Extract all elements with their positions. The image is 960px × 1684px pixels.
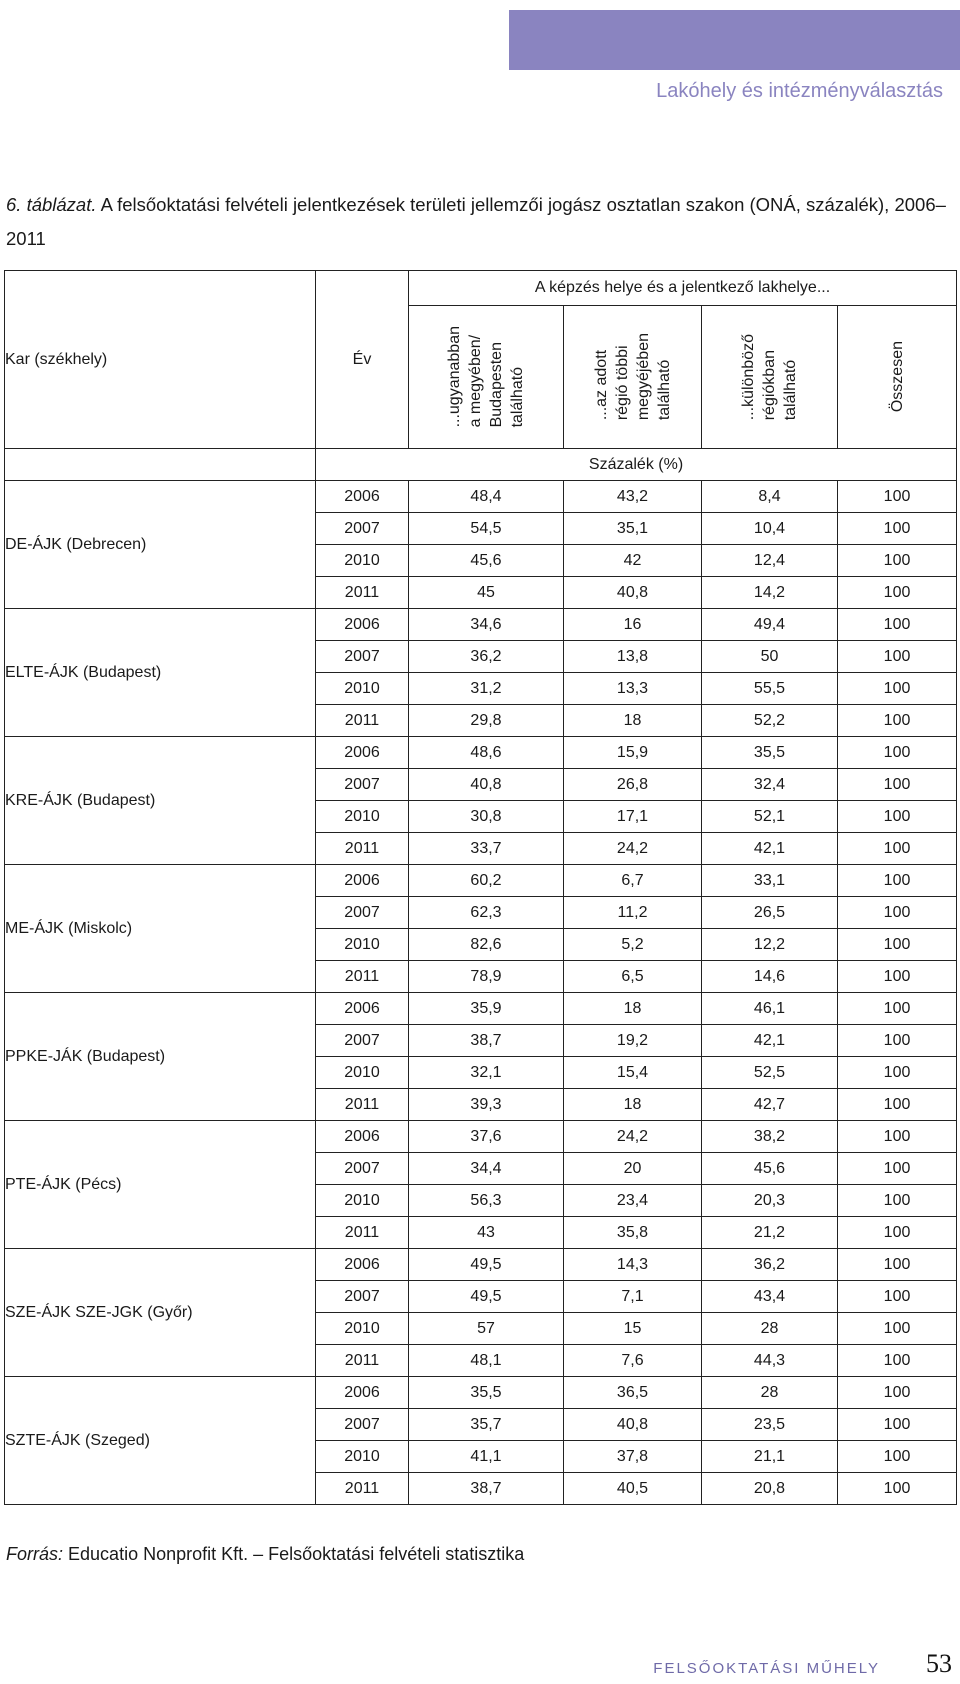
year-cell: 2011 <box>316 705 409 737</box>
faculty-cell: PTE-ÁJK (Pécs) <box>5 1121 316 1249</box>
different-region-cell: 12,2 <box>702 929 838 961</box>
table-row <box>5 609 957 641</box>
year-cell: 2007 <box>316 897 409 929</box>
different-region-cell: 50 <box>702 641 838 673</box>
same-county-cell: 40,8 <box>409 769 564 801</box>
total-cell: 100 <box>838 641 957 673</box>
faculty-cell: ELTE-ÁJK (Budapest) <box>5 609 316 737</box>
different-region-cell: 21,2 <box>702 1217 838 1249</box>
source-note <box>6 1544 524 1565</box>
table-caption <box>6 188 951 256</box>
page-number: 53 <box>926 1649 952 1678</box>
same-region-cell: 13,3 <box>564 673 702 705</box>
same-county-cell: 82,6 <box>409 929 564 961</box>
same-region-cell: 37,8 <box>564 1441 702 1473</box>
same-county-cell: 38,7 <box>409 1473 564 1505</box>
faculty-cell: SZE-ÁJK SZE-JGK (Győr) <box>5 1249 316 1377</box>
year-cell: 2007 <box>316 1281 409 1313</box>
total-cell: 100 <box>838 1377 957 1409</box>
col-header-year: Év <box>316 271 409 449</box>
different-region-cell: 38,2 <box>702 1121 838 1153</box>
total-cell: 100 <box>838 1313 957 1345</box>
total-cell: 100 <box>838 673 957 705</box>
different-region-cell: 20,8 <box>702 1473 838 1505</box>
total-cell: 100 <box>838 705 957 737</box>
same-region-cell: 15 <box>564 1313 702 1345</box>
year-cell: 2006 <box>316 481 409 513</box>
different-region-cell: 42,7 <box>702 1089 838 1121</box>
different-region-cell: 46,1 <box>702 993 838 1025</box>
total-cell: 100 <box>838 801 957 833</box>
total-cell: 100 <box>838 737 957 769</box>
different-region-cell: 55,5 <box>702 673 838 705</box>
total-cell: 100 <box>838 1473 957 1505</box>
caption-text: A felsőoktatási felvételi jelentkezések területi jellemzői jogász osztatlan szakon (ONÁ, százalék), 2006–2011 <box>6 194 946 249</box>
same-county-cell: 78,9 <box>409 961 564 993</box>
year-cell: 2011 <box>316 1473 409 1505</box>
different-region-cell: 20,3 <box>702 1185 838 1217</box>
year-cell: 2011 <box>316 1217 409 1249</box>
different-region-cell: 35,5 <box>702 737 838 769</box>
different-region-cell: 14,6 <box>702 961 838 993</box>
year-cell: 2006 <box>316 1377 409 1409</box>
total-cell: 100 <box>838 769 957 801</box>
total-cell: 100 <box>838 609 957 641</box>
same-region-cell: 7,1 <box>564 1281 702 1313</box>
total-cell: 100 <box>838 1249 957 1281</box>
total-cell: 100 <box>838 577 957 609</box>
same-region-cell: 15,4 <box>564 1057 702 1089</box>
group-header: A képzés helye és a jelentkező lakhelye... <box>409 271 957 306</box>
same-county-cell: 48,6 <box>409 737 564 769</box>
total-cell: 100 <box>838 961 957 993</box>
year-cell: 2010 <box>316 673 409 705</box>
year-cell: 2006 <box>316 737 409 769</box>
total-cell: 100 <box>838 1409 957 1441</box>
section-title: Lakóhely és intézményválasztás <box>656 80 943 102</box>
table-row <box>5 1121 957 1153</box>
same-region-cell: 15,9 <box>564 737 702 769</box>
different-region-cell: 52,5 <box>702 1057 838 1089</box>
year-cell: 2006 <box>316 1121 409 1153</box>
different-region-cell: 14,2 <box>702 577 838 609</box>
different-region-cell: 28 <box>702 1377 838 1409</box>
unit-label: Százalék (%) <box>316 449 957 481</box>
same-region-cell: 6,5 <box>564 961 702 993</box>
same-county-cell: 37,6 <box>409 1121 564 1153</box>
total-cell: 100 <box>838 1217 957 1249</box>
different-region-cell: 52,2 <box>702 705 838 737</box>
year-cell: 2011 <box>316 1089 409 1121</box>
same-county-cell: 34,6 <box>409 609 564 641</box>
same-county-cell: 32,1 <box>409 1057 564 1089</box>
faculty-cell: PPKE-JÁK (Budapest) <box>5 993 316 1121</box>
same-county-cell: 56,3 <box>409 1185 564 1217</box>
same-county-cell: 39,3 <box>409 1089 564 1121</box>
same-county-cell: 36,2 <box>409 641 564 673</box>
same-region-cell: 35,1 <box>564 513 702 545</box>
same-region-cell: 5,2 <box>564 929 702 961</box>
total-cell: 100 <box>838 1057 957 1089</box>
same-region-cell: 13,8 <box>564 641 702 673</box>
same-county-cell: 48,1 <box>409 1345 564 1377</box>
year-cell: 2007 <box>316 1025 409 1057</box>
same-region-cell: 26,8 <box>564 769 702 801</box>
total-cell: 100 <box>838 545 957 577</box>
total-cell: 100 <box>838 1121 957 1153</box>
same-region-cell: 14,3 <box>564 1249 702 1281</box>
col-header-total: Összesen <box>838 306 957 449</box>
table-row <box>5 1249 957 1281</box>
same-region-cell: 43,2 <box>564 481 702 513</box>
same-county-cell: 31,2 <box>409 673 564 705</box>
total-cell: 100 <box>838 1025 957 1057</box>
different-region-cell: 49,4 <box>702 609 838 641</box>
col-header-same-region: ...az adott régió többi megyéjében található <box>564 306 702 449</box>
same-region-cell: 6,7 <box>564 865 702 897</box>
same-county-cell: 49,5 <box>409 1249 564 1281</box>
same-region-cell: 20 <box>564 1153 702 1185</box>
same-region-cell: 18 <box>564 705 702 737</box>
table-row <box>5 865 957 897</box>
year-cell: 2011 <box>316 961 409 993</box>
faculty-cell: DE-ÁJK (Debrecen) <box>5 481 316 609</box>
different-region-cell: 43,4 <box>702 1281 838 1313</box>
same-county-cell: 38,7 <box>409 1025 564 1057</box>
same-region-cell: 42 <box>564 545 702 577</box>
col-header-same-county: ...ugyanabban a megyében/ Budapesten található <box>409 306 564 449</box>
source-text: Educatio Nonprofit Kft. – Felsőoktatási felvételi statisztika <box>68 1544 525 1564</box>
same-region-cell: 23,4 <box>564 1185 702 1217</box>
different-region-cell: 42,1 <box>702 1025 838 1057</box>
same-region-cell: 18 <box>564 1089 702 1121</box>
total-cell: 100 <box>838 1185 957 1217</box>
year-cell: 2011 <box>316 577 409 609</box>
different-region-cell: 42,1 <box>702 833 838 865</box>
journal-name: FELSŐOKTATÁSI MŰHELY <box>653 1660 880 1677</box>
year-cell: 2007 <box>316 513 409 545</box>
year-cell: 2006 <box>316 609 409 641</box>
year-cell: 2007 <box>316 1153 409 1185</box>
same-county-cell: 30,8 <box>409 801 564 833</box>
different-region-cell: 45,6 <box>702 1153 838 1185</box>
total-cell: 100 <box>838 865 957 897</box>
same-county-cell: 29,8 <box>409 705 564 737</box>
year-cell: 2010 <box>316 545 409 577</box>
same-region-cell: 16 <box>564 609 702 641</box>
same-county-cell: 45,6 <box>409 545 564 577</box>
different-region-cell: 28 <box>702 1313 838 1345</box>
year-cell: 2010 <box>316 801 409 833</box>
same-county-cell: 62,3 <box>409 897 564 929</box>
different-region-cell: 52,1 <box>702 801 838 833</box>
same-county-cell: 43 <box>409 1217 564 1249</box>
source-label: Forrás: <box>6 1544 64 1564</box>
same-region-cell: 18 <box>564 993 702 1025</box>
same-county-cell: 57 <box>409 1313 564 1345</box>
year-cell: 2007 <box>316 641 409 673</box>
header-color-bar <box>509 10 960 70</box>
same-county-cell: 35,7 <box>409 1409 564 1441</box>
same-county-cell: 33,7 <box>409 833 564 865</box>
table-row <box>5 1377 957 1409</box>
col-header-different-region: ...különböző régiókban található <box>702 306 838 449</box>
total-cell: 100 <box>838 1153 957 1185</box>
data-table <box>4 270 957 1505</box>
same-region-cell: 36,5 <box>564 1377 702 1409</box>
year-cell: 2006 <box>316 993 409 1025</box>
same-county-cell: 60,2 <box>409 865 564 897</box>
same-region-cell: 40,8 <box>564 1409 702 1441</box>
same-region-cell: 19,2 <box>564 1025 702 1057</box>
total-cell: 100 <box>838 929 957 961</box>
same-county-cell: 35,9 <box>409 993 564 1025</box>
faculty-cell: ME-ÁJK (Miskolc) <box>5 865 316 993</box>
same-region-cell: 7,6 <box>564 1345 702 1377</box>
same-region-cell: 35,8 <box>564 1217 702 1249</box>
year-cell: 2007 <box>316 769 409 801</box>
col-header-faculty: Kar (székhely) <box>5 271 316 449</box>
total-cell: 100 <box>838 993 957 1025</box>
same-county-cell: 41,1 <box>409 1441 564 1473</box>
same-county-cell: 35,5 <box>409 1377 564 1409</box>
different-region-cell: 36,2 <box>702 1249 838 1281</box>
same-county-cell: 45 <box>409 577 564 609</box>
total-cell: 100 <box>838 833 957 865</box>
same-region-cell: 24,2 <box>564 1121 702 1153</box>
total-cell: 100 <box>838 1345 957 1377</box>
year-cell: 2011 <box>316 833 409 865</box>
different-region-cell: 33,1 <box>702 865 838 897</box>
different-region-cell: 8,4 <box>702 481 838 513</box>
year-cell: 2010 <box>316 1313 409 1345</box>
same-county-cell: 54,5 <box>409 513 564 545</box>
total-cell: 100 <box>838 1089 957 1121</box>
same-region-cell: 40,8 <box>564 577 702 609</box>
total-cell: 100 <box>838 1441 957 1473</box>
year-cell: 2010 <box>316 1441 409 1473</box>
year-cell: 2006 <box>316 1249 409 1281</box>
different-region-cell: 32,4 <box>702 769 838 801</box>
different-region-cell: 10,4 <box>702 513 838 545</box>
faculty-cell: KRE-ÁJK (Budapest) <box>5 737 316 865</box>
same-county-cell: 48,4 <box>409 481 564 513</box>
same-region-cell: 24,2 <box>564 833 702 865</box>
different-region-cell: 23,5 <box>702 1409 838 1441</box>
same-region-cell: 11,2 <box>564 897 702 929</box>
same-county-cell: 34,4 <box>409 1153 564 1185</box>
different-region-cell: 26,5 <box>702 897 838 929</box>
year-cell: 2011 <box>316 1345 409 1377</box>
table-row <box>5 993 957 1025</box>
table-row <box>5 481 957 513</box>
total-cell: 100 <box>838 897 957 929</box>
different-region-cell: 12,4 <box>702 545 838 577</box>
different-region-cell: 44,3 <box>702 1345 838 1377</box>
total-cell: 100 <box>838 513 957 545</box>
faculty-cell: SZTE-ÁJK (Szeged) <box>5 1377 316 1505</box>
same-region-cell: 17,1 <box>564 801 702 833</box>
same-region-cell: 40,5 <box>564 1473 702 1505</box>
year-cell: 2010 <box>316 929 409 961</box>
different-region-cell: 21,1 <box>702 1441 838 1473</box>
year-cell: 2006 <box>316 865 409 897</box>
year-cell: 2007 <box>316 1409 409 1441</box>
table-row <box>5 737 957 769</box>
total-cell: 100 <box>838 481 957 513</box>
caption-label: 6. táblázat. <box>6 194 97 215</box>
year-cell: 2010 <box>316 1185 409 1217</box>
year-cell: 2010 <box>316 1057 409 1089</box>
same-county-cell: 49,5 <box>409 1281 564 1313</box>
total-cell: 100 <box>838 1281 957 1313</box>
